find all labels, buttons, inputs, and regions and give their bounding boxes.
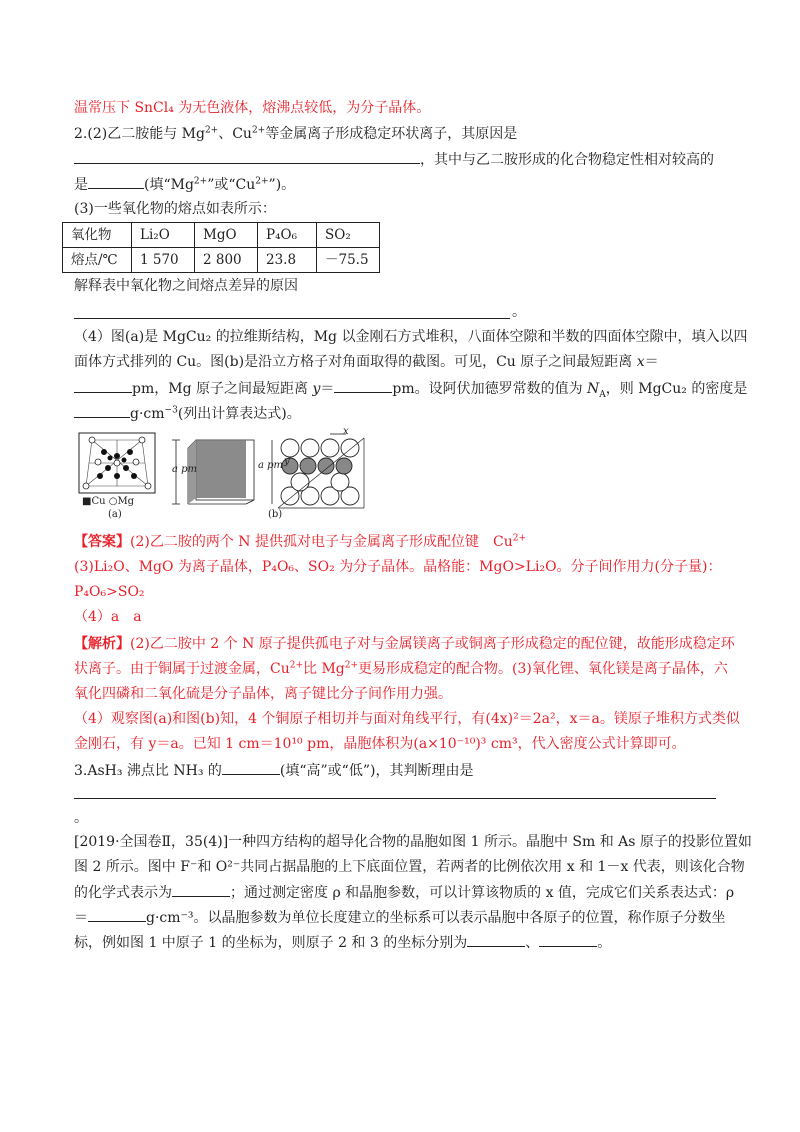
answer-blank-atom2-coord[interactable] — [467, 932, 525, 947]
question-3-line1: 3.AsH₃ 沸点比 NH₃ 的 (填“高”或“低”)，其判断理由是 — [74, 760, 473, 780]
answer-line2: (3)Li₂O、MgO 为离子晶体，P₄O₆、SO₂ 为分子晶体。晶格能：MgO>Li₂O。分子间作用力(分子量)： — [74, 559, 722, 575]
answer-line1: 【答案】(2)乙二胺的两个 N 提供孤对电子与金属离子形成配位键 $Cu^{2+}$ — [74, 533, 526, 550]
answer-blank-formula[interactable] — [172, 882, 230, 897]
question-2-4-line2: 面体方式排列的 Cu。图(b)是沿立方格子对角面取得的截图。可见，Cu 原子之间最短距离 x＝ — [74, 354, 659, 370]
question-2019-line3: 的化学式表示为 ；通过测定密度 ρ 和晶胞参数，可以计算该物质的 x 值，完成它们关系表达式：ρ — [74, 882, 734, 902]
figure-b-caption: (b) — [268, 509, 283, 520]
label-a-pm-cube: a pm — [172, 464, 198, 475]
answer-blank-x[interactable] — [74, 378, 132, 393]
table-header-cell: Li₂O — [132, 223, 195, 248]
answer-blank-atom3-coord[interactable] — [539, 932, 597, 947]
question-2-2-line2: ，其中与乙二胺形成的化合物稳定性相对较高的 — [74, 149, 714, 169]
table-cell: 1 570 — [132, 248, 195, 273]
question-2019-line5: 标，例如图 1 中原子 1 的坐标为，则原子 2 和 3 的坐标分别为 、 。 — [74, 932, 611, 952]
figure-a-caption: (a) — [108, 509, 122, 520]
table-header-cell: 氧化物 — [63, 223, 132, 248]
question-2019-line2: 图 2 所示。图中 F⁻和 O²⁻共同占据晶胞的上下底面位置，若两者的比例依次用 x 和 1－x 代表，则该化合物 — [74, 859, 745, 875]
answer-blank-density[interactable] — [74, 403, 130, 418]
answer-blank-reason[interactable] — [74, 149, 420, 164]
table-cell: 23.8 — [258, 248, 317, 273]
table-row — [63, 248, 380, 273]
analysis-line3: 氧化四磷和二氧化硫是分子晶体，离子键比分子间作用力强。 — [74, 686, 452, 702]
figure-b-section — [268, 430, 374, 514]
analysis-line4: （4）观察图(a)和图(b)知，4 个铜原子相切并与面对角线平行，有(4x)²＝2a²，x＝a。镁原子堆积方式类似 — [74, 711, 740, 727]
question-2-2-line3: 是 (填“$Mg^{2+}$”或“$Cu^{2+}$”)。 — [74, 174, 295, 194]
table-row-label: 熔点/℃ — [63, 248, 132, 273]
question-2-3-end: 。 — [512, 304, 526, 320]
question-2019-line4: ＝ g·cm⁻³。以晶胞参数为单位长度建立的坐标系可以表示晶胞中各原子的位置，称作原子分数坐 — [74, 907, 726, 927]
question-2-4-line4: $g\cdot cm^{-3}$(列出计算表达式)。 — [74, 403, 301, 423]
answer-blank-ion[interactable] — [88, 174, 144, 189]
answer-line4: （4）a a — [74, 609, 142, 625]
label-x: x — [343, 426, 349, 437]
figure-a-laves-structure — [78, 432, 156, 494]
question-2-2-line1: 2.(2)乙二胺能与 $Mg^{2+}$、$Cu^{2+}$等金属离子形成稳定环状离子，其原因是 — [74, 125, 518, 142]
question-3-end: 。 — [74, 810, 88, 826]
answer-blank-rho-expression[interactable] — [88, 907, 146, 922]
answer-blank-reasoning[interactable] — [74, 798, 716, 799]
table-header-row — [63, 223, 380, 248]
answer-blank-high-low[interactable] — [222, 760, 280, 775]
analysis-line2: 状离子。由于铜属于过渡金属，$Cu^{2+}$比 $Mg^{2+}$更易形成稳定的配合物。(3)氧化锂、氧化镁是离子晶体，六 — [74, 660, 728, 677]
answer-blank-y[interactable] — [334, 378, 392, 393]
table-header-cell: SO₂ — [317, 223, 380, 248]
table-header-cell: MgO — [195, 223, 258, 248]
question-2-4-line1: （4）图(a)是 MgCu₂ 的拉维斯结构，Mg 以金刚石方式堆积，八面体空隙和半数的四面体空隙中，填入以四 — [74, 329, 748, 345]
question-2019-line1: [2019·全国卷Ⅱ，35(4)]一种四方结构的超导化合物的晶胞如图 1 所示。晶胞中 Sm 和 As 原子的投影位置如 — [74, 834, 752, 850]
previous-answer-tail: 温常压下 SnCl₄ 为无色液体，熔沸点较低，为分子晶体。 — [74, 100, 431, 116]
question-2-3-explain: 解释表中氧化物之间熔点差异的原因 — [74, 278, 298, 294]
question-2-3-title: (3)一些氧化物的熔点如表所示： — [74, 201, 276, 217]
label-a-pm-section: a pm — [258, 460, 284, 471]
label-y: y — [284, 456, 290, 467]
answer-line3: P₄O₆>SO₂ — [74, 584, 145, 600]
table-cell: －75.5 — [317, 248, 380, 273]
question-2-4-line3: pm，Mg 原子之间最短距离 y＝ pm。设阿伏加德罗常数的值为 $N_A$，则 MgCu₂ 的密度是 — [74, 378, 747, 398]
analysis-line1: 【解析】(2)乙二胺中 2 个 N 原子提供孤电子对与金属镁离子或铜离子形成稳定的配位键，故能形成稳定环 — [74, 636, 735, 652]
table-cell: 2 800 — [195, 248, 258, 273]
table-header-cell: P₄O₆ — [258, 223, 317, 248]
oxide-melting-point-table — [62, 222, 380, 273]
answer-blank-explain[interactable] — [74, 318, 510, 319]
figure-legend: ■Cu ○Mg — [82, 496, 135, 507]
analysis-line5: 金刚石，有 y＝a。已知 1 cm＝10¹⁰ pm，晶胞体积为(a×10⁻¹⁰)³ cm³，代入密度公式计算即可。 — [74, 736, 686, 752]
